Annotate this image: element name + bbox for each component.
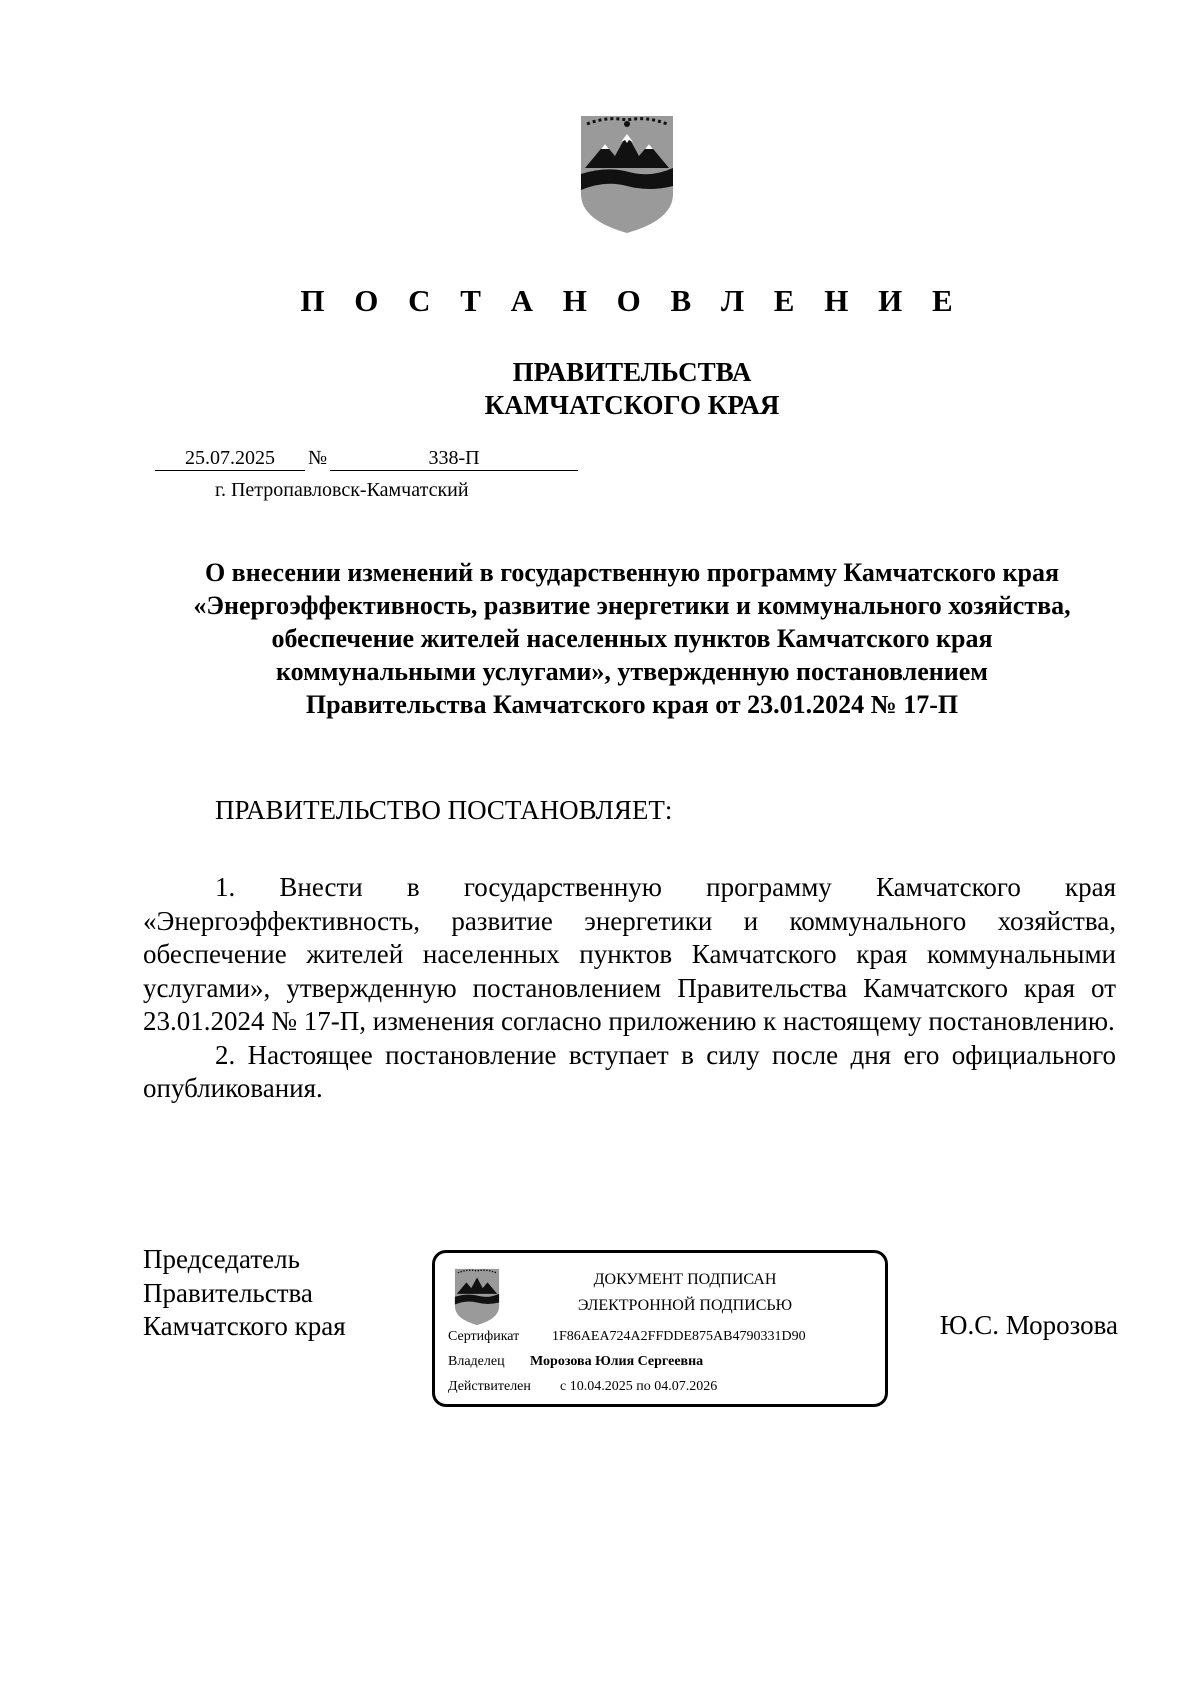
position-line: Правительства bbox=[143, 1277, 313, 1308]
issuer-line: ПРАВИТЕЛЬСТВА bbox=[512, 357, 752, 387]
valid-value: с 10.04.2025 по 04.07.2026 bbox=[560, 1379, 718, 1394]
issuer-block bbox=[0, 356, 1200, 422]
stamp-coat-of-arms-icon bbox=[453, 1267, 501, 1327]
body-paragraph: 2. Настоящее постановление вступает в силу после дня его официального опубликования. bbox=[143, 1039, 1116, 1103]
heading-line: обеспечение жителей населенных пунктов Камчатского края bbox=[271, 624, 993, 653]
document-body bbox=[143, 871, 1116, 1106]
issuer-line: КАМЧАТСКОГО КРАЯ bbox=[484, 390, 780, 420]
document-city: г. Петропавловск-Камчатский bbox=[215, 479, 469, 501]
heading-line: Правительства Камчатского края от 23.01.2024 № 17-П bbox=[305, 690, 959, 719]
heading-line: коммунальными услугами», утвержденную постановлением bbox=[275, 657, 989, 686]
body-paragraph: 1. Внести в государственную программу Камчатского края «Энергоэффективность, развитие энергетики и коммунального хозяйства, обеспечение жителей населенных пунктов Камчатского края коммунальными услугами», утвержденную постановлением Правительства Камчатского края от 23.01.2024 № 17-П, изменения согласно приложению к настоящему постановлению. bbox=[143, 872, 1116, 1036]
position-line: Председатель bbox=[143, 1244, 300, 1274]
certificate-label: Сертификат bbox=[448, 1329, 520, 1344]
document-number: 338-П bbox=[330, 446, 578, 471]
certificate-value: 1F86AEA724A2FFDDE875AB4790331D90 bbox=[552, 1329, 806, 1344]
number-sign: № bbox=[308, 447, 328, 469]
coat-of-arms-icon bbox=[577, 112, 677, 237]
signatory-position bbox=[143, 1243, 346, 1344]
document-heading bbox=[130, 556, 1134, 721]
stamp-title-line: ДОКУМЕНТ ПОДПИСАН bbox=[593, 1271, 777, 1288]
heading-line: О внесении изменений в государственную программу Камчатского края bbox=[204, 558, 1060, 587]
resolves-statement: ПРАВИТЕЛЬСТВО ПОСТАНОВЛЯЕТ: bbox=[215, 795, 673, 825]
document-date: 25.07.2025 bbox=[155, 446, 305, 471]
electronic-signature-stamp bbox=[432, 1250, 888, 1407]
owner-value: Морозова Юлия Сергеевна bbox=[530, 1354, 704, 1369]
stamp-owner-row bbox=[448, 1354, 703, 1370]
stamp-certificate-row bbox=[448, 1329, 806, 1345]
stamp-valid-row bbox=[448, 1379, 717, 1395]
stamp-title bbox=[515, 1267, 855, 1319]
valid-label: Действителен bbox=[448, 1379, 531, 1394]
stamp-title-line: ЭЛЕКТРОННОЙ ПОДПИСЬЮ bbox=[577, 1297, 793, 1314]
document-type-title: П О С Т А Н О В Л Е Н И Е bbox=[300, 283, 964, 318]
signatory-name: Ю.С. Морозова bbox=[939, 1310, 1118, 1340]
owner-label: Владелец bbox=[448, 1354, 505, 1369]
position-line: Камчатского края bbox=[143, 1311, 346, 1341]
heading-line: «Энергоэффективность, развитие энергетики и коммунального хозяйства, bbox=[193, 591, 1071, 620]
